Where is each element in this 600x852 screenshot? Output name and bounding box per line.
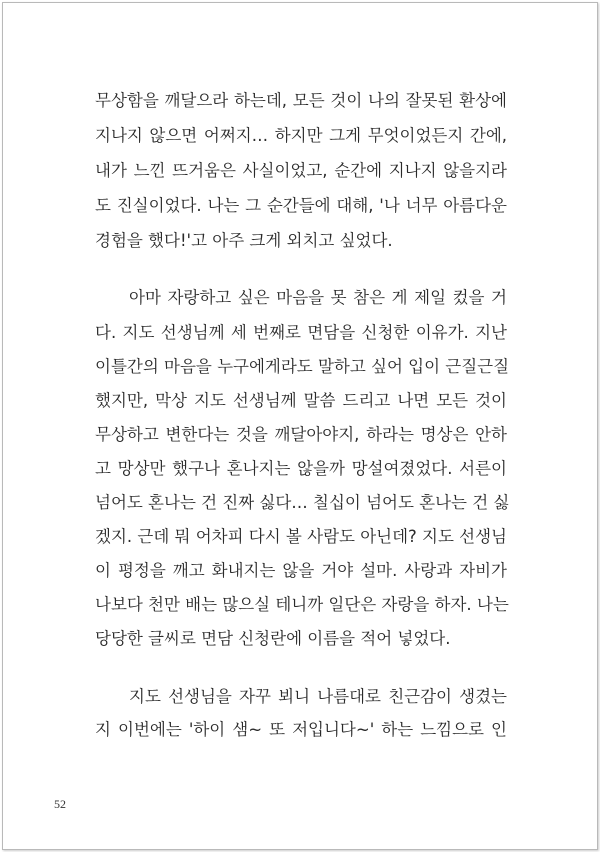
body-text: [95, 88, 510, 752]
text-line: 고 망상만 했구나 혼나지는 않을까 망설여졌었다. 서른이: [95, 459, 507, 478]
text-line: 무상함을 깨달으라 하는데, 모든 것이 나의 잘못된 환상에: [95, 91, 507, 110]
text-line: 지도 선생님을 자꾸 뵈니 나름대로 친근감이 생겼는: [129, 687, 507, 706]
text-line: 이 평정을 깨고 화내지는 않을 거야 설마. 사랑과 자비가: [95, 561, 507, 580]
text-line: 도 진실이었다. 나는 그 순간들에 대해, '나 너무 아름다운: [95, 196, 507, 215]
text-line: 당당한 글씨로 면담 신청란에 이름을 적어 넣었다.: [95, 629, 451, 648]
text-line: 무상하고 변한다는 것을 깨달아야지, 하라는 명상은 안하: [95, 425, 507, 444]
text-line: 넘어도 혼나는 건 진짜 싫다… 칠십이 넘어도 혼나는 건 싫: [95, 493, 510, 512]
text-line: 했지만, 막상 지도 선생님께 말씀 드리고 나면 모든 것이: [95, 391, 507, 410]
paragraph-3: [95, 684, 507, 752]
text-line: 경험을 했다!'고 아주 크게 외치고 싶었다.: [95, 231, 393, 250]
text-line: 지나지 않으면 어쩌지… 하지만 그게 무엇이었든지 간에,: [95, 126, 507, 145]
text-line: 나보다 천만 배는 많으실 테니까 일단은 자랑을 하자. 나는: [95, 595, 509, 614]
paragraph-2: [95, 285, 510, 660]
text-line: 겠지. 근데 뭐 어차피 다시 볼 사람도 아닌데? 지도 선생님: [95, 527, 507, 546]
text-line: 내가 느낀 뜨거움은 사실이었고, 순간에 지나지 않을지라: [95, 161, 507, 180]
text-line: 아마 자랑하고 싶은 마음을 못 참은 게 제일 컸을 거: [129, 288, 507, 307]
page-number: 52: [54, 797, 66, 811]
text-line: 이틀간의 마음을 누구에게라도 말하고 싶어 입이 근질근질: [95, 357, 510, 376]
paragraph-1: [95, 88, 507, 263]
text-line: 다. 지도 선생님께 세 번째로 면담을 신청한 이유가. 지난: [95, 323, 507, 342]
text-line: 지 이번에는 '하이 샘~ 또 저입니다~' 하는 느낌으로 인: [95, 720, 507, 739]
